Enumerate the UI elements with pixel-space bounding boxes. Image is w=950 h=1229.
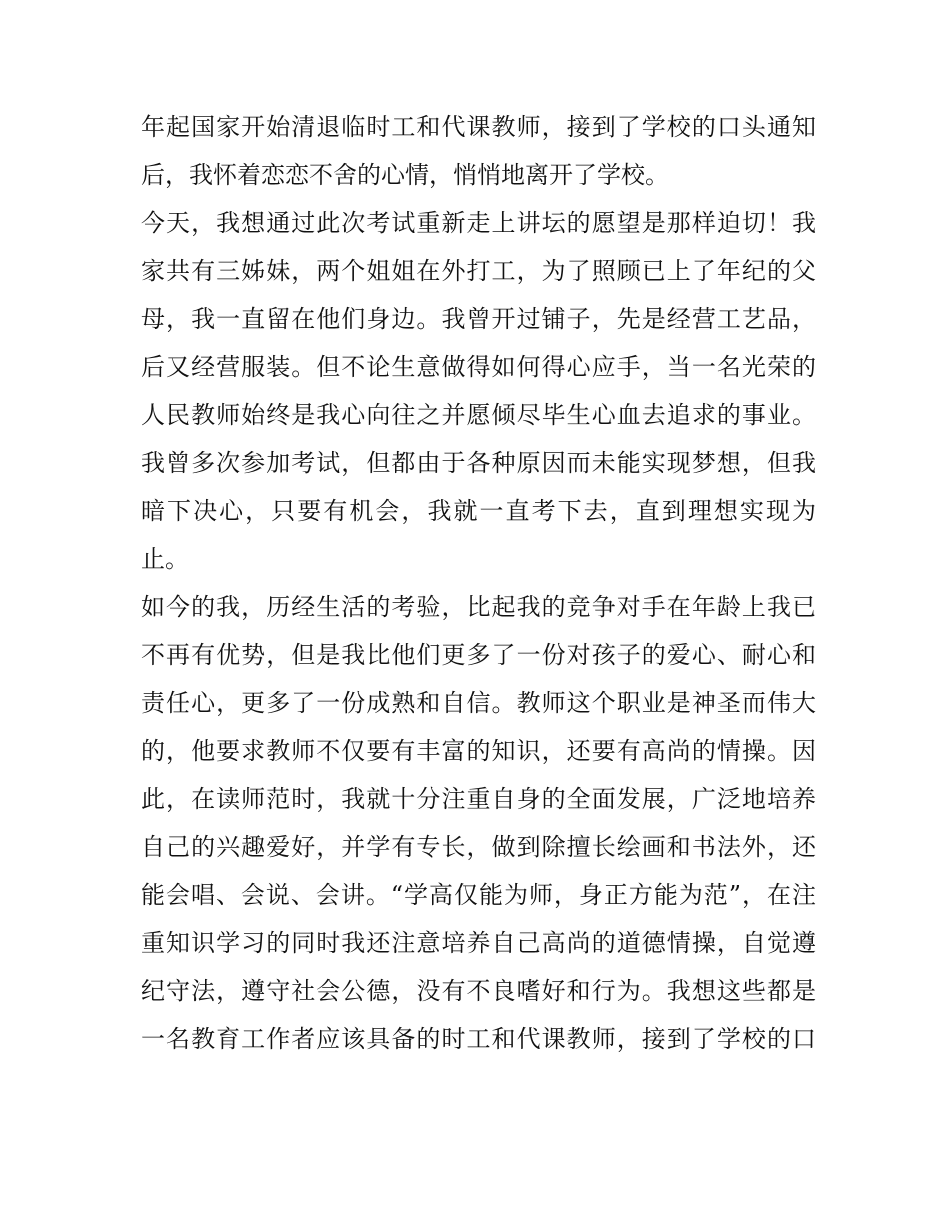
text-line: 暗下决心，只要有机会，我就一直考下去，直到理想实现为 <box>141 497 816 525</box>
text-line: 如今的我，历经生活的考验，比起我的竞争对手在年龄上我已 <box>141 593 816 621</box>
text-line: 后，我怀着恋恋不舍的心情，悄悄地离开了学校。 <box>141 161 669 189</box>
text-line: 年起国家开始清退临时工和代课教师，接到了学校的口头通知 <box>141 113 816 141</box>
text-line: 重知识学习的同时我还注意培养自己高尚的道德情操，自觉遵 <box>141 929 816 957</box>
text-line: 后又经营服装。但不论生意做得如何得心应手，当一名光荣的 <box>141 353 816 381</box>
text-line: 止。 <box>141 545 189 573</box>
text-line: 一名教育工作者应该具备的时工和代课教师，接到了学校的口 <box>141 1025 816 1053</box>
text-line: 自己的兴趣爱好，并学有专长，做到除擅长绘画和书法外，还 <box>141 833 816 861</box>
text-line: 纪守法，遵守社会公德，没有不良嗜好和行为。我想这些都是 <box>141 977 816 1005</box>
text-line: 能会唱、会说、会讲。“学高仅能为师，身正方能为范”，在注 <box>141 881 816 909</box>
text-line: 人民教师始终是我心向往之并愿倾尽毕生心血去追求的事业。 <box>141 401 816 429</box>
text-line: 的，他要求教师不仅要有丰富的知识，还要有高尚的情操。因 <box>141 737 816 765</box>
text-line: 我曾多次参加考试，但都由于各种原因而未能实现梦想，但我 <box>141 449 816 477</box>
text-line: 此，在读师范时，我就十分注重自身的全面发展，广泛地培养 <box>141 785 816 813</box>
text-line: 家共有三姊妹，两个姐姐在外打工，为了照顾已上了年纪的父 <box>141 257 816 285</box>
text-line: 今天，我想通过此次考试重新走上讲坛的愿望是那样迫切！我 <box>141 209 816 237</box>
text-line: 责任心，更多了一份成熟和自信。教师这个职业是神圣而伟大 <box>141 689 816 717</box>
document-body <box>141 103 816 1063</box>
text-line: 母，我一直留在他们身边。我曾开过铺子，先是经营工艺品， <box>141 305 816 333</box>
text-line: 不再有优势，但是我比他们更多了一份对孩子的爱心、耐心和 <box>141 641 816 669</box>
